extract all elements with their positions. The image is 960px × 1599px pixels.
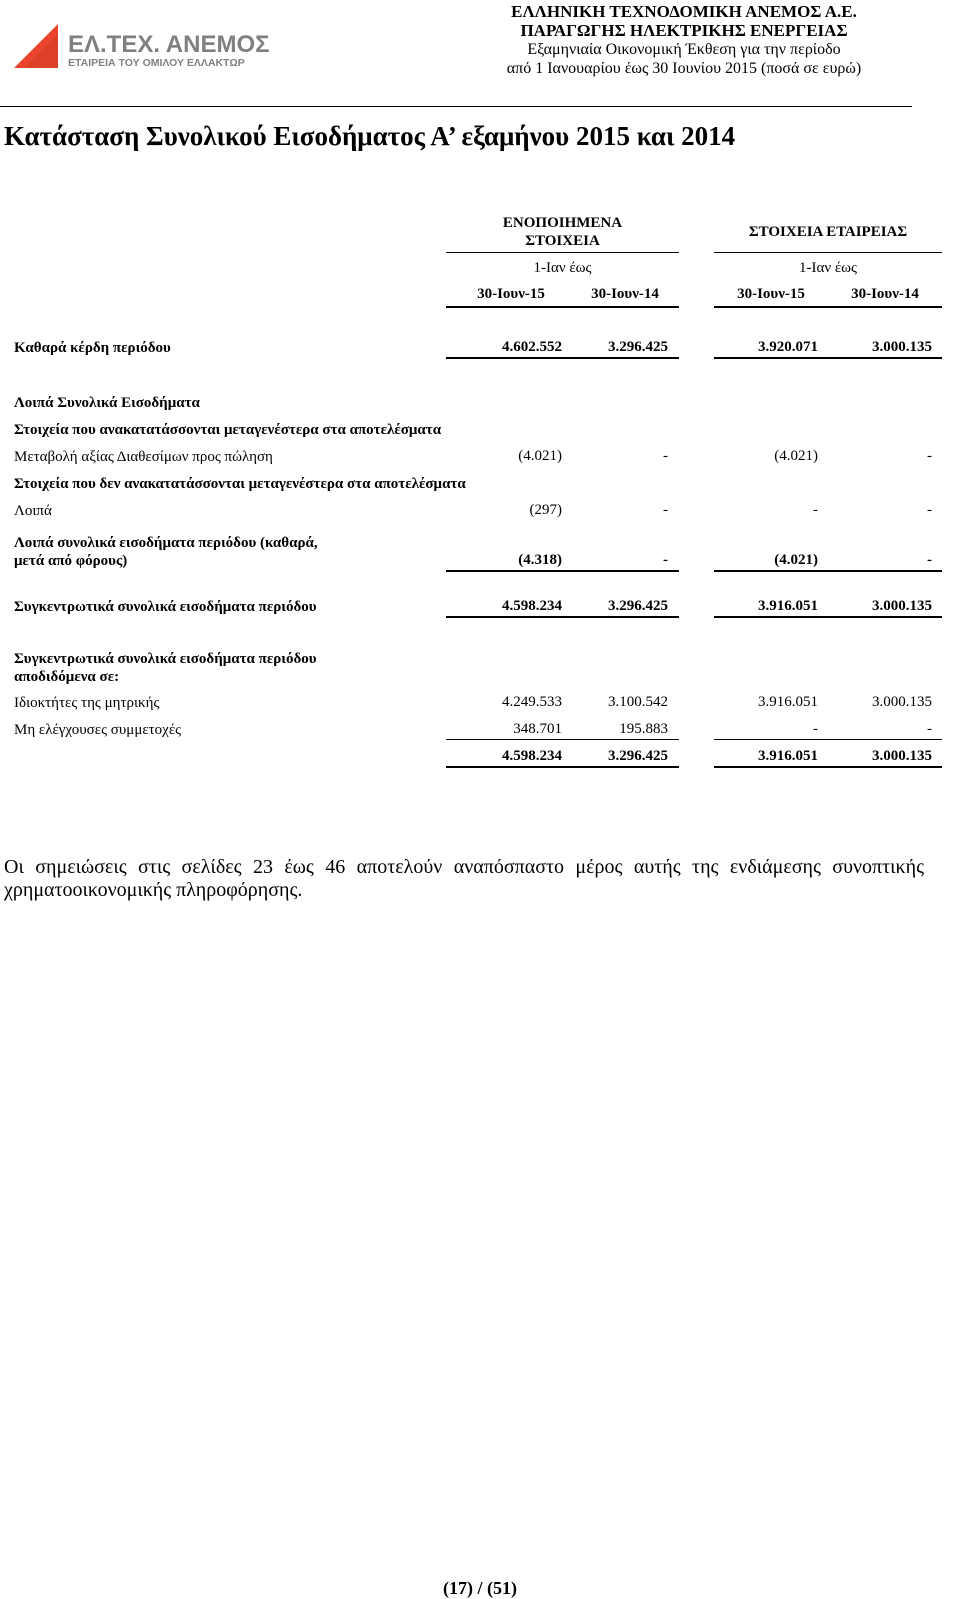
company-header	[440, 2, 928, 78]
row-underline	[446, 739, 679, 740]
cell-value: -	[663, 448, 668, 464]
column-group-company: ΣΤΟΙΧΕΙΑ ΕΤΑΙΡΕΙΑΣ	[748, 224, 908, 240]
cell-value: -	[927, 448, 932, 464]
period-label-consolidated: 1-Ιαν έως	[533, 260, 592, 276]
cell-value: 3.916.051	[758, 748, 818, 764]
cell-value: 3.000.135	[872, 598, 932, 614]
cell-value: 4.598.234	[502, 748, 562, 764]
cell-value: 195.883	[619, 721, 668, 737]
row-underline	[714, 570, 942, 572]
row-label-nci: Μη ελέγχουσες συμμετοχές	[14, 722, 182, 738]
report-description-line1: Εξαμηνιαία Οικονομική Έκθεση για την περίοδο	[527, 41, 841, 58]
section-heading-not-reclassified: Στοιχεία που δεν ανακατατάσσονται μεταγενέστερα στα αποτελέσματα	[14, 476, 466, 492]
row-underline	[446, 570, 679, 572]
cell-value: -	[927, 721, 932, 737]
cell-value: 3.000.135	[872, 748, 932, 764]
section-heading-attributable: Συγκεντρωτικά συνολικά εισοδήματα περιόδου αποδιδόμενα σε:	[14, 651, 317, 685]
row-label-total-ci: Συγκεντρωτικά συνολικά εισοδήματα περιόδου	[14, 599, 317, 615]
cell-value: 3.296.425	[608, 339, 668, 355]
column-group-consolidated: ΕΝΟΠΟΙΗΜΕΝΑ ΣΤΟΙΧΕΙΑ	[502, 215, 623, 249]
cell-value: 3.000.135	[872, 694, 932, 710]
cell-value: -	[813, 721, 818, 737]
logo-name: ΕΛ.ΤΕΧ. ΑΝΕΜΟΣ	[68, 31, 270, 58]
header-divider	[0, 106, 912, 107]
row-underline	[714, 357, 942, 359]
cell-value: 348.701	[513, 721, 562, 737]
date-header: 30-Ιουν-14	[591, 286, 659, 302]
row-underline	[714, 616, 942, 618]
cell-value: 3.000.135	[872, 339, 932, 355]
company-logo	[14, 20, 294, 70]
date-header: 30-Ιουν-14	[851, 286, 919, 302]
cell-value: 3.296.425	[608, 748, 668, 764]
cell-value: 4.249.533	[502, 694, 562, 710]
cell-value: 3.916.051	[758, 598, 818, 614]
section-heading-oci: Λοιπά Συνολικά Εισοδήματα	[14, 395, 200, 411]
row-label-other: Λοιπά	[14, 503, 52, 519]
page-number: (17) / (51)	[443, 1578, 517, 1598]
header-underline	[714, 306, 942, 308]
cell-value: -	[813, 502, 818, 518]
cell-value: -	[927, 552, 932, 568]
report-description-line2: από 1 Ιανουαρίου έως 30 Ιουνίου 2015 (ποσά σε ευρώ)	[506, 60, 862, 77]
row-label-oci-total: Λοιπά συνολικά εισοδήματα περιόδου (καθαρά, μετά από φόρους)	[14, 535, 318, 569]
row-label-afs-change: Μεταβολή αξίας Διαθεσίμων προς πώληση	[14, 449, 273, 465]
column-group-underline	[714, 252, 942, 253]
cell-value: (4.021)	[774, 448, 818, 464]
row-underline	[714, 739, 942, 740]
date-header: 30-Ιουν-15	[737, 286, 805, 302]
cell-value: (297)	[529, 502, 562, 518]
company-name-line2: ΠΑΡΑΓΩΓΗΣ ΗΛΕΚΤΡΙΚΗΣ ΕΝΕΡΓΕΙΑΣ	[520, 21, 848, 40]
cell-value: -	[663, 552, 668, 568]
company-name-line1: ΕΛΛΗΝΙΚΗ ΤΕΧΝΟΔΟΜΙΚΗ ΑΝΕΜΟΣ Α.Ε.	[511, 2, 857, 21]
cell-value: -	[927, 502, 932, 518]
row-underline	[446, 616, 679, 618]
section-heading-reclassified: Στοιχεία που ανακατατάσσονται μεταγενέστερα στα αποτελέσματα	[14, 422, 442, 438]
cell-value: -	[663, 502, 668, 518]
notes-statement: Οι σημειώσεις στις σελίδες 23 έως 46 αποτελούν αναπόσπαστο μέρος αυτής της ενδιάμεσης συνοπτικής χρηματοοικονομικής πληροφόρησης.	[4, 856, 924, 901]
header-underline	[446, 306, 679, 308]
page-title: Κατάσταση Συνολικού Εισοδήματος Α’ εξαμήνου 2015 και 2014	[4, 121, 736, 151]
cell-value: 3.296.425	[608, 598, 668, 614]
row-label-net-profit: Καθαρά κέρδη περιόδου	[14, 340, 171, 356]
cell-value: 4.598.234	[502, 598, 562, 614]
column-group-underline	[446, 252, 679, 253]
cell-value: (4.021)	[518, 448, 562, 464]
cell-value: (4.318)	[518, 552, 562, 568]
cell-value: 3.100.542	[608, 694, 668, 710]
logo-tagline: ΕΤΑΙΡΕΙΑ ΤΟΥ ΟΜΙΛΟΥ ΕΛΛΑΚΤΩΡ	[68, 57, 245, 69]
row-underline	[446, 357, 679, 359]
period-label-company: 1-Ιαν έως	[799, 260, 857, 276]
cell-value: 4.602.552	[502, 339, 562, 355]
cell-value: 3.920.071	[758, 339, 818, 355]
total-double-underline	[446, 766, 679, 768]
total-double-underline	[714, 766, 942, 768]
cell-value: 3.916.051	[758, 694, 818, 710]
row-label-owners: Ιδιοκτήτες της μητρικής	[14, 695, 160, 711]
cell-value: (4.021)	[774, 552, 818, 568]
date-header: 30-Ιουν-15	[477, 286, 545, 302]
